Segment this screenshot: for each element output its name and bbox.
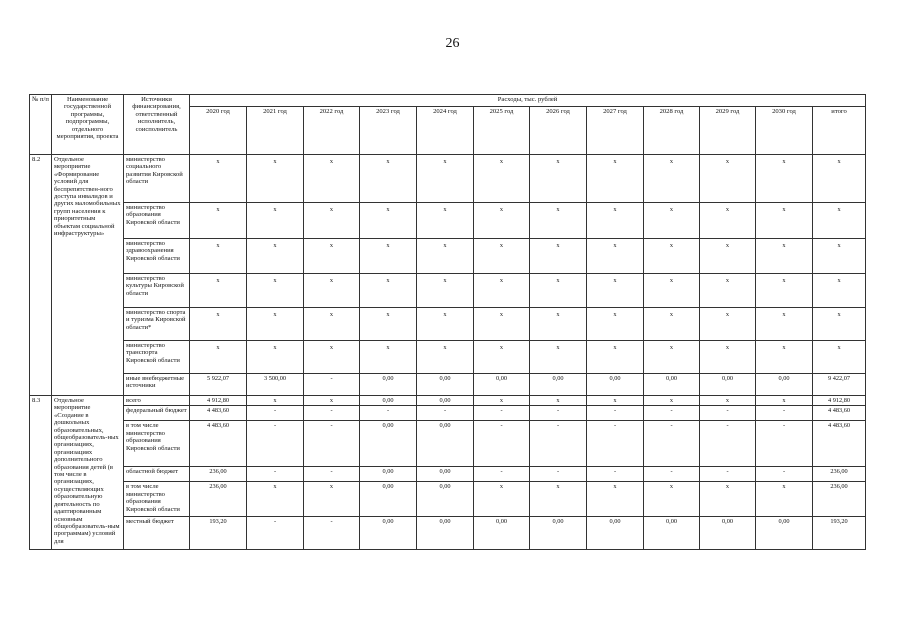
year-value-cell: x xyxy=(756,341,813,374)
year-value-cell: 0,00 xyxy=(700,517,756,550)
year-value-cell: x xyxy=(304,482,360,517)
year-value-cell: 4 483,60 xyxy=(190,421,247,467)
total-cell: 236,00 xyxy=(813,467,866,482)
year-value-cell: 0,00 xyxy=(756,517,813,550)
table-row xyxy=(30,396,866,406)
header-year: 2027 год xyxy=(587,107,644,155)
table-row xyxy=(30,203,866,239)
year-value-cell: 4 483,60 xyxy=(190,406,247,421)
year-value-cell: x xyxy=(247,396,304,406)
year-value-cell: - xyxy=(530,406,587,421)
header-year: 2030 год xyxy=(756,107,813,155)
table-row xyxy=(30,374,866,396)
row-number: 8.2 xyxy=(30,155,52,396)
year-value-cell: 0,00 xyxy=(474,517,530,550)
year-value-cell: - xyxy=(474,406,530,421)
table-row xyxy=(30,406,866,421)
year-value-cell: - xyxy=(644,406,700,421)
year-value-cell: 0,00 xyxy=(644,517,700,550)
year-value-cell: x xyxy=(417,239,474,274)
year-value-cell: - xyxy=(587,406,644,421)
year-value-cell: - xyxy=(247,517,304,550)
year-value-cell: 0,00 xyxy=(700,374,756,396)
header-year: 2023 год xyxy=(360,107,417,155)
year-value-cell: x xyxy=(247,239,304,274)
year-value-cell: x xyxy=(644,341,700,374)
year-value-cell: x xyxy=(756,482,813,517)
year-value-cell: x xyxy=(304,308,360,341)
row-number: 8.3 xyxy=(30,396,52,550)
year-value-cell: x xyxy=(417,274,474,308)
year-value-cell: x xyxy=(530,239,587,274)
table-row xyxy=(30,482,866,517)
measure-name: Отдельное мероприятие «Создание в дошкольных образовательных, общеобразователь-ных организациях, организациях дополнительного образования детей (в том числе в организациях, осуществляющих образовательную деятельность по адаптированным основным общеобразователь-ным программам) условий для xyxy=(52,396,124,550)
funding-source: областной бюджет xyxy=(124,467,190,482)
total-cell: 4 483,60 xyxy=(813,421,866,467)
funding-source: министерство спорта и туризма Кировской области* xyxy=(124,308,190,341)
funding-source: министерство социального развития Кировской области xyxy=(124,155,190,203)
year-value-cell: x xyxy=(360,308,417,341)
total-cell: x xyxy=(813,203,866,239)
header-year: 2021 год xyxy=(247,107,304,155)
year-value-cell: 3 500,00 xyxy=(247,374,304,396)
year-value-cell: 0,00 xyxy=(530,374,587,396)
year-value-cell: x xyxy=(247,274,304,308)
total-cell: 9 422,07 xyxy=(813,374,866,396)
year-value-cell: x xyxy=(644,482,700,517)
year-value-cell: x xyxy=(644,396,700,406)
year-value-cell: - xyxy=(247,406,304,421)
year-value-cell: - xyxy=(474,467,530,482)
year-value-cell: x xyxy=(644,274,700,308)
year-value-cell: 0,00 xyxy=(360,421,417,467)
year-value-cell: x xyxy=(700,155,756,203)
year-value-cell: x xyxy=(474,396,530,406)
total-cell: x xyxy=(813,341,866,374)
year-value-cell: 0,00 xyxy=(756,374,813,396)
year-value-cell: x xyxy=(587,341,644,374)
year-value-cell: 236,00 xyxy=(190,482,247,517)
total-cell: 236,00 xyxy=(813,482,866,517)
year-value-cell: 0,00 xyxy=(417,482,474,517)
year-value-cell: x xyxy=(190,341,247,374)
funding-source: федеральный бюджет xyxy=(124,406,190,421)
year-value-cell: x xyxy=(360,155,417,203)
year-value-cell: x xyxy=(474,341,530,374)
year-value-cell: - xyxy=(247,467,304,482)
year-value-cell: - xyxy=(304,406,360,421)
funding-source: министерство здравоохранения Кировской области xyxy=(124,239,190,274)
table-row xyxy=(30,155,866,203)
year-value-cell: x xyxy=(417,341,474,374)
year-value-cell: 0,00 xyxy=(360,396,417,406)
year-value-cell: x xyxy=(700,239,756,274)
year-value-cell: - xyxy=(700,406,756,421)
year-value-cell: x xyxy=(587,396,644,406)
year-value-cell: x xyxy=(530,308,587,341)
year-value-cell: 0,00 xyxy=(417,517,474,550)
table-row xyxy=(30,239,866,274)
year-value-cell: 0,00 xyxy=(587,517,644,550)
year-value-cell: - xyxy=(700,421,756,467)
year-value-cell: x xyxy=(756,396,813,406)
year-value-cell: x xyxy=(474,239,530,274)
year-value-cell: x xyxy=(474,203,530,239)
year-value-cell: x xyxy=(304,203,360,239)
total-cell: x xyxy=(813,155,866,203)
year-value-cell: x xyxy=(360,203,417,239)
year-value-cell: x xyxy=(360,341,417,374)
year-value-cell: x xyxy=(304,396,360,406)
year-value-cell: 0,00 xyxy=(417,374,474,396)
year-value-cell: - xyxy=(756,421,813,467)
header-year: итого xyxy=(813,107,866,155)
year-value-cell: 0,00 xyxy=(644,374,700,396)
year-value-cell: x xyxy=(360,274,417,308)
year-value-cell: - xyxy=(304,421,360,467)
year-value-cell: x xyxy=(304,239,360,274)
year-value-cell: x xyxy=(644,239,700,274)
year-value-cell: x xyxy=(190,308,247,341)
year-value-cell: x xyxy=(530,482,587,517)
total-cell: x xyxy=(813,308,866,341)
header-year: 2026 год xyxy=(530,107,587,155)
funding-source: министерство транспорта Кировской области xyxy=(124,341,190,374)
total-cell: x xyxy=(813,239,866,274)
header-expenses: Расходы, тыс. рублей xyxy=(190,95,866,107)
year-value-cell: - xyxy=(700,467,756,482)
year-value-cell: x xyxy=(190,203,247,239)
year-value-cell: x xyxy=(587,482,644,517)
year-value-cell: x xyxy=(644,203,700,239)
header-name: Наименование государственной программы, подпрограммы, отдельного мероприятия, проекта xyxy=(52,95,124,155)
year-value-cell: x xyxy=(190,274,247,308)
total-cell: 193,20 xyxy=(813,517,866,550)
year-value-cell: - xyxy=(530,467,587,482)
year-value-cell: 0,00 xyxy=(530,517,587,550)
year-value-cell: x xyxy=(247,203,304,239)
year-value-cell: x xyxy=(700,203,756,239)
page-number: 26 xyxy=(445,36,460,51)
year-value-cell: 0,00 xyxy=(417,396,474,406)
year-value-cell: x xyxy=(756,308,813,341)
year-value-cell: x xyxy=(360,239,417,274)
year-value-cell: - xyxy=(587,467,644,482)
year-value-cell: x xyxy=(304,274,360,308)
funding-source: иные внебюджетные источники xyxy=(124,374,190,396)
year-value-cell: x xyxy=(247,308,304,341)
year-value-cell: x xyxy=(700,341,756,374)
year-value-cell: x xyxy=(417,308,474,341)
year-value-cell: - xyxy=(530,421,587,467)
funding-source: в том числе министерство образования Кировской области xyxy=(124,482,190,517)
table-row xyxy=(30,308,866,341)
year-value-cell: x xyxy=(587,239,644,274)
funding-source: местный бюджет xyxy=(124,517,190,550)
year-value-cell: x xyxy=(530,203,587,239)
year-value-cell: x xyxy=(247,155,304,203)
year-value-cell: 0,00 xyxy=(360,374,417,396)
year-value-cell: x xyxy=(530,341,587,374)
total-cell: 4 483,60 xyxy=(813,406,866,421)
year-value-cell: x xyxy=(700,396,756,406)
total-cell: x xyxy=(813,274,866,308)
year-value-cell: x xyxy=(644,308,700,341)
year-value-cell: x xyxy=(587,203,644,239)
year-value-cell: x xyxy=(530,274,587,308)
year-value-cell: 4 912,80 xyxy=(190,396,247,406)
funding-source: министерство образования Кировской области xyxy=(124,203,190,239)
year-value-cell: x xyxy=(587,274,644,308)
year-value-cell: - xyxy=(474,421,530,467)
year-value-cell: x xyxy=(644,155,700,203)
year-value-cell: x xyxy=(700,308,756,341)
year-value-cell: - xyxy=(756,467,813,482)
measure-name: Отдельное мероприятие «Формирование условий для беспрепятствен-ного доступа инвалидов и других маломобильных групп населения к приоритетным объектам социальной инфраструктуры» xyxy=(52,155,124,396)
expenses-table xyxy=(29,94,866,550)
year-value-cell: x xyxy=(756,203,813,239)
year-value-cell: x xyxy=(304,341,360,374)
year-value-cell: 0,00 xyxy=(360,482,417,517)
year-value-cell: x xyxy=(474,482,530,517)
year-value-cell: x xyxy=(756,155,813,203)
year-value-cell: x xyxy=(247,482,304,517)
year-value-cell: x xyxy=(474,274,530,308)
year-value-cell: - xyxy=(587,421,644,467)
year-value-cell: - xyxy=(644,467,700,482)
year-value-cell: x xyxy=(417,203,474,239)
table-row xyxy=(30,274,866,308)
year-value-cell: x xyxy=(190,155,247,203)
header-year: 2029 год xyxy=(700,107,756,155)
total-cell: 4 912,80 xyxy=(813,396,866,406)
year-value-cell: - xyxy=(360,406,417,421)
year-value-cell: 0,00 xyxy=(360,467,417,482)
year-value-cell: 0,00 xyxy=(417,421,474,467)
funding-source: в том числе министерство образования Кировской области xyxy=(124,421,190,467)
table-row xyxy=(30,517,866,550)
year-value-cell: x xyxy=(247,341,304,374)
year-value-cell: x xyxy=(530,155,587,203)
year-value-cell: x xyxy=(530,396,587,406)
table-row xyxy=(30,467,866,482)
year-value-cell: x xyxy=(700,274,756,308)
year-value-cell: 0,00 xyxy=(360,517,417,550)
table-row xyxy=(30,421,866,467)
year-value-cell: x xyxy=(700,482,756,517)
year-value-cell: x xyxy=(587,155,644,203)
year-value-cell: x xyxy=(587,308,644,341)
year-value-cell: 5 922,07 xyxy=(190,374,247,396)
table-row xyxy=(30,341,866,374)
header-year: 2025 год xyxy=(474,107,530,155)
year-value-cell: x xyxy=(417,155,474,203)
year-value-cell: x xyxy=(756,239,813,274)
header-source: Источники финансирования, ответственный исполнитель, соисполнитель xyxy=(124,95,190,155)
year-value-cell: - xyxy=(756,406,813,421)
header-num: № п/п xyxy=(30,95,52,155)
year-value-cell: 0,00 xyxy=(587,374,644,396)
year-value-cell: - xyxy=(247,421,304,467)
funding-source: всего xyxy=(124,396,190,406)
year-value-cell: - xyxy=(304,374,360,396)
year-value-cell: x xyxy=(304,155,360,203)
year-value-cell: 236,00 xyxy=(190,467,247,482)
year-value-cell: 0,00 xyxy=(474,374,530,396)
year-value-cell: x xyxy=(756,274,813,308)
year-value-cell: x xyxy=(474,155,530,203)
funding-source: министерство культуры Кировской области xyxy=(124,274,190,308)
header-year: 2020 год xyxy=(190,107,247,155)
header-year: 2024 год xyxy=(417,107,474,155)
header-year: 2022 год xyxy=(304,107,360,155)
year-value-cell: x xyxy=(190,239,247,274)
year-value-cell: - xyxy=(417,406,474,421)
year-value-cell: - xyxy=(304,467,360,482)
year-value-cell: - xyxy=(304,517,360,550)
year-value-cell: 0,00 xyxy=(417,467,474,482)
year-value-cell: - xyxy=(644,421,700,467)
year-value-cell: x xyxy=(474,308,530,341)
header-year: 2028 год xyxy=(644,107,700,155)
year-value-cell: 193,20 xyxy=(190,517,247,550)
